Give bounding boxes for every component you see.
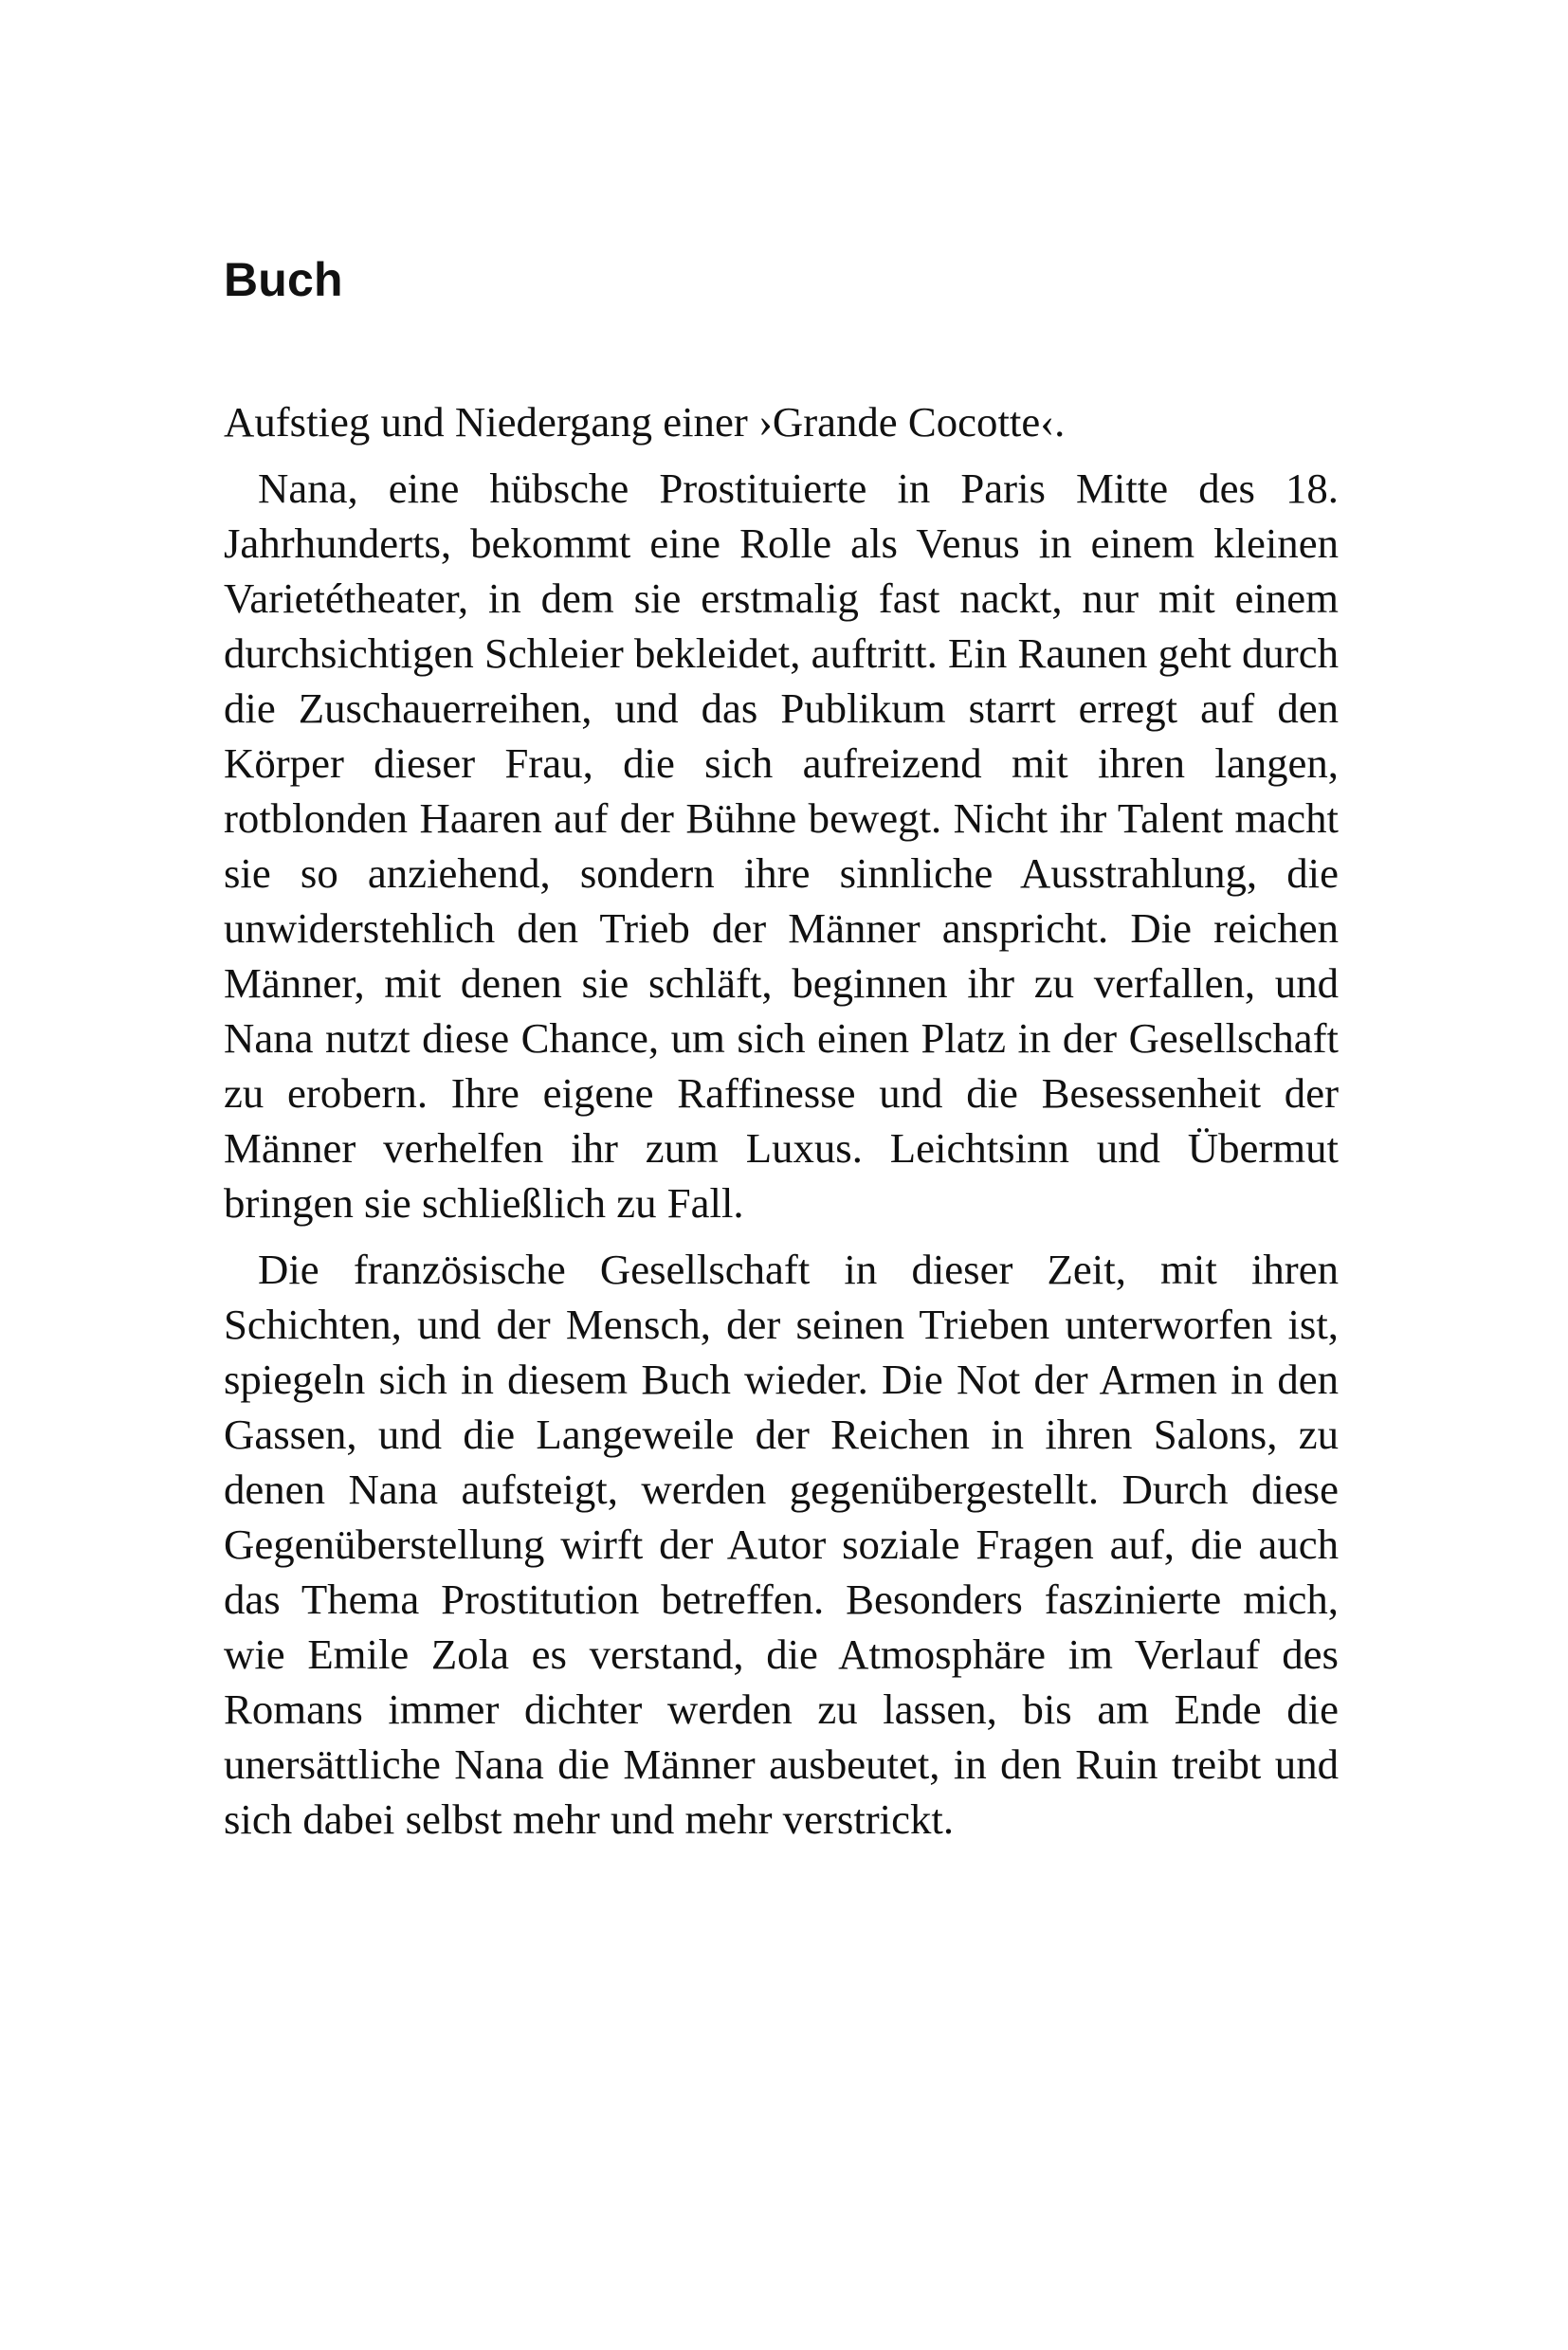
book-description: [224, 394, 1339, 1847]
book-page: [224, 253, 1339, 1858]
paragraph-plot: Nana, eine hübsche Prostituierte in Paris Mitte des 18. Jahrhunderts, bekommt eine Rolle als Venus in einem kleinen Varietétheater, in dem sie erstmalig fast nackt, nur mit einem durchsichtigen Schleier bekleidet, auftritt. Ein Raunen geht durch die Zuschauerreihen, und das Publikum starrt erregt auf den Körper dieser Frau, die sich aufreizend mit ihren langen, rotblonden Haaren auf der Bühne bewegt. Nicht ihr Talent macht sie so anziehend, sondern ihre sinnliche Ausstrahlung, die unwiderstehlich den Trieb der Männer anspricht. Die reichen Männer, mit denen sie schläft, beginnen ihr zu verfallen, und Nana nutzt diese Chance, um sich einen Platz in der Gesellschaft zu erobern. Ihre eigene Raffinesse und die Besessenheit der Männer verhelfen ihr zum Luxus. Leichtsinn und Übermut bringen sie schließlich zu Fall.: [224, 465, 1339, 1227]
paragraph-tagline: Aufstieg und Niedergang einer ›Grande Cocotte‹.: [224, 398, 1066, 446]
paragraph-review: Die französische Gesellschaft in dieser Zeit, mit ihren Schichten, und der Mensch, der seinen Trieben unterworfen ist, spiegeln sich in diesem Buch wieder. Die Not der Armen in den Gassen, und die Langeweile der Reichen in ihren Salons, zu denen Nana aufsteigt, werden gegenübergestellt. Durch diese Gegenüberstellung wirft der Autor soziale Fragen auf, die auch das Thema Prostitution betreffen. Besonders faszinierte mich, wie Emile Zola es verstand, die Atmosphäre im Verlauf des Romans immer dichter werden zu lassen, bis am Ende die unersättliche Nana die Männer ausbeutet, in den Ruin treibt und sich dabei selbst mehr und mehr verstrickt.: [224, 1246, 1339, 1843]
section-heading: Buch: [224, 253, 343, 306]
